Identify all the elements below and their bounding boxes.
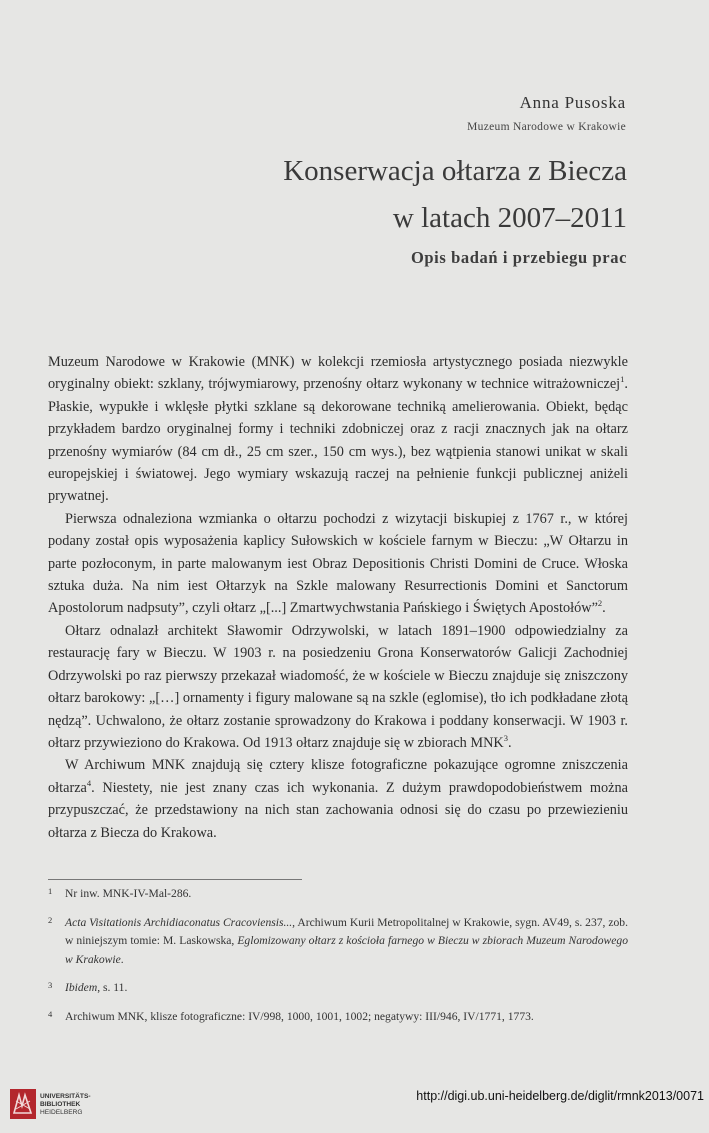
library-logo-graphic bbox=[10, 1089, 36, 1119]
footnote-text-end: . bbox=[120, 952, 124, 966]
title-line-2: w latach 2007–2011 bbox=[392, 202, 627, 234]
footnote-text: Archiwum Kurii Metropolitalnej w Krakowie, sygn. AV49, s. 237, zob. w niniejszym tomie: M. Laskowska, bbox=[65, 915, 628, 947]
paragraph-1-text-b: . Płaskie, wypukłe i wklęsłe płytki szklane są dekorowane techniką amelierowania. Obiekt, będąc przykładem bardzo oryginalnej formy i techniki zdobniczej oraz z racji znacznych jak na ołtarz przenośny wymiarów (84 cm dł., 25 cm szer., 150 cm wys.), bez wątpienia stanowi unikat w skali europejskiej i światowej. Jego wymiary wskazują raczej na pełnienie funkcji publicznej aniżeli prywatnej. bbox=[48, 376, 628, 505]
paragraph-4-text-a: W Archiwum MNK znajdują się cztery klisze fotograficzne pokazujące ogromne zniszczenia ołtarza bbox=[48, 757, 628, 796]
library-name-line-2: BIBLIOTHEK bbox=[40, 1101, 81, 1108]
footnote-1 bbox=[48, 885, 628, 904]
footnote-number: 1 bbox=[48, 886, 53, 896]
footnote-italic-title: Eglomizowany ołtarz z kościoła farnego w Bieczu w zbiorach Muzeum Narodowego w Krakowie bbox=[65, 934, 628, 966]
footnote-number: 2 bbox=[48, 914, 53, 925]
paragraph-4-text-b: . Niestety, nie jest znany czas ich wykonania. Z dużym prawdopodobieństwem można przypuszczać, że przedstawiony na nich stan zachowania odnosi się do czasu po przewiezieniu ołtarza z Biecza do Krakowa. bbox=[48, 779, 628, 841]
footnote-ref-1[interactable]: 1 bbox=[620, 374, 625, 385]
footnote-ref-3[interactable]: 3 bbox=[503, 733, 509, 744]
article-body bbox=[48, 351, 628, 844]
footnote-italic-source: Acta Visitationis Archidiaconatus Cracoviensis..., bbox=[65, 915, 296, 929]
library-logo-icon bbox=[10, 1089, 36, 1119]
source-url[interactable]: http://digi.ub.uni-heidelberg.de/diglit/rmnk2013/0071 bbox=[416, 1089, 704, 1103]
paragraph-4 bbox=[48, 754, 628, 844]
library-name-line-3: HEIDELBERG bbox=[40, 1109, 83, 1116]
footnotes bbox=[48, 885, 628, 1036]
footnote-4 bbox=[48, 1008, 628, 1027]
article-title bbox=[283, 148, 627, 242]
footnote-text: Archiwum MNK, klisze fotograficzne: IV/998, 1000, 1001, 1002; negatywy: III/946, IV/1771, 1773. bbox=[65, 1009, 534, 1023]
author-name: Anna Pusoska bbox=[519, 93, 626, 112]
footnote-number: 3 bbox=[48, 980, 53, 990]
paragraph-3 bbox=[48, 620, 628, 754]
library-name bbox=[40, 1093, 91, 1117]
footnote-number: 4 bbox=[48, 1008, 53, 1019]
footnote-ref-2[interactable]: 2 bbox=[597, 598, 603, 609]
author-affiliation: Muzeum Narodowe w Krakowie bbox=[467, 121, 626, 133]
paragraph-1-text-a: Muzeum Narodowe w Krakowie (MNK) w kolekcji rzemiosła artystycznego posiada niezwykle oryginalny obiekt: szklany, trójwymiarowy, przenośny ołtarz wykonany w technice witrażowniczej bbox=[48, 354, 628, 393]
paragraph-3-text-a: Ołtarz odnalazł architekt Sławomir Odrzywolski, w latach 1891–1900 odpowiedzialny za restaurację fary w Bieczu. W 1903 r. na posiedzeniu Grona Konserwatorów Galicji Zachodniej Odrzywolski po raz pierwszy przekazał wiadomość, że w kościele w Bieczu znajduje się zniszczony ołtarz barokowy: „[…] ornamenty i figury malowane są na szkle (eglomise), tło ich podkładane złotą nędzą”. Uchwalono, że ołtarz zostanie sprowadzony do Krakowa i poddany konserwacji. W 1903 r. ołtarz przywieziono do Krakowa. Od 1913 ołtarz znajduje się w zbiorach MNK bbox=[48, 622, 628, 751]
footnote-ref-4[interactable]: 4 bbox=[86, 777, 92, 788]
library-name-line-1: UNIVERSITÄTS- bbox=[40, 1093, 91, 1100]
footnote-2 bbox=[48, 914, 628, 970]
paragraph-2 bbox=[48, 508, 628, 620]
paragraph-2-text-b: . bbox=[602, 600, 606, 617]
paragraph-3-text-b: . bbox=[508, 734, 512, 751]
footnote-text: Nr inw. MNK-IV-Mal-286. bbox=[65, 887, 192, 900]
footnote-text: , s. 11. bbox=[97, 981, 128, 994]
paragraph-2-text-a: Pierwsza odnaleziona wzmianka o ołtarzu pochodzi z wizytacji biskupiej z 1767 r., w której podany został opis wyposażenia kaplicy Sułowskich w kościele farnym w Bieczu: „W Ołtarzu in parte pozłoconym, in parte malowanym iest Obraz Depositionis Christi Domini de Cruce. Włoska sztuka duża. Na nim iest Ołtarzyk na Szkle malowany Resurrectionis Domini et Sanctorum Apostolorum nadpsuty”, czyli ołtarz „[...] Zmartwychwstania Pańskiego i Świętych Apostołów” bbox=[48, 510, 628, 617]
footnote-3 bbox=[48, 979, 628, 998]
title-line-1: Konserwacja ołtarza z Biecza bbox=[283, 155, 627, 187]
footnote-italic-ibidem: Ibidem bbox=[65, 981, 98, 994]
footnote-divider bbox=[48, 879, 302, 880]
article-subtitle: Opis badań i przebiegu prac bbox=[410, 248, 627, 267]
paragraph-1 bbox=[48, 351, 628, 508]
